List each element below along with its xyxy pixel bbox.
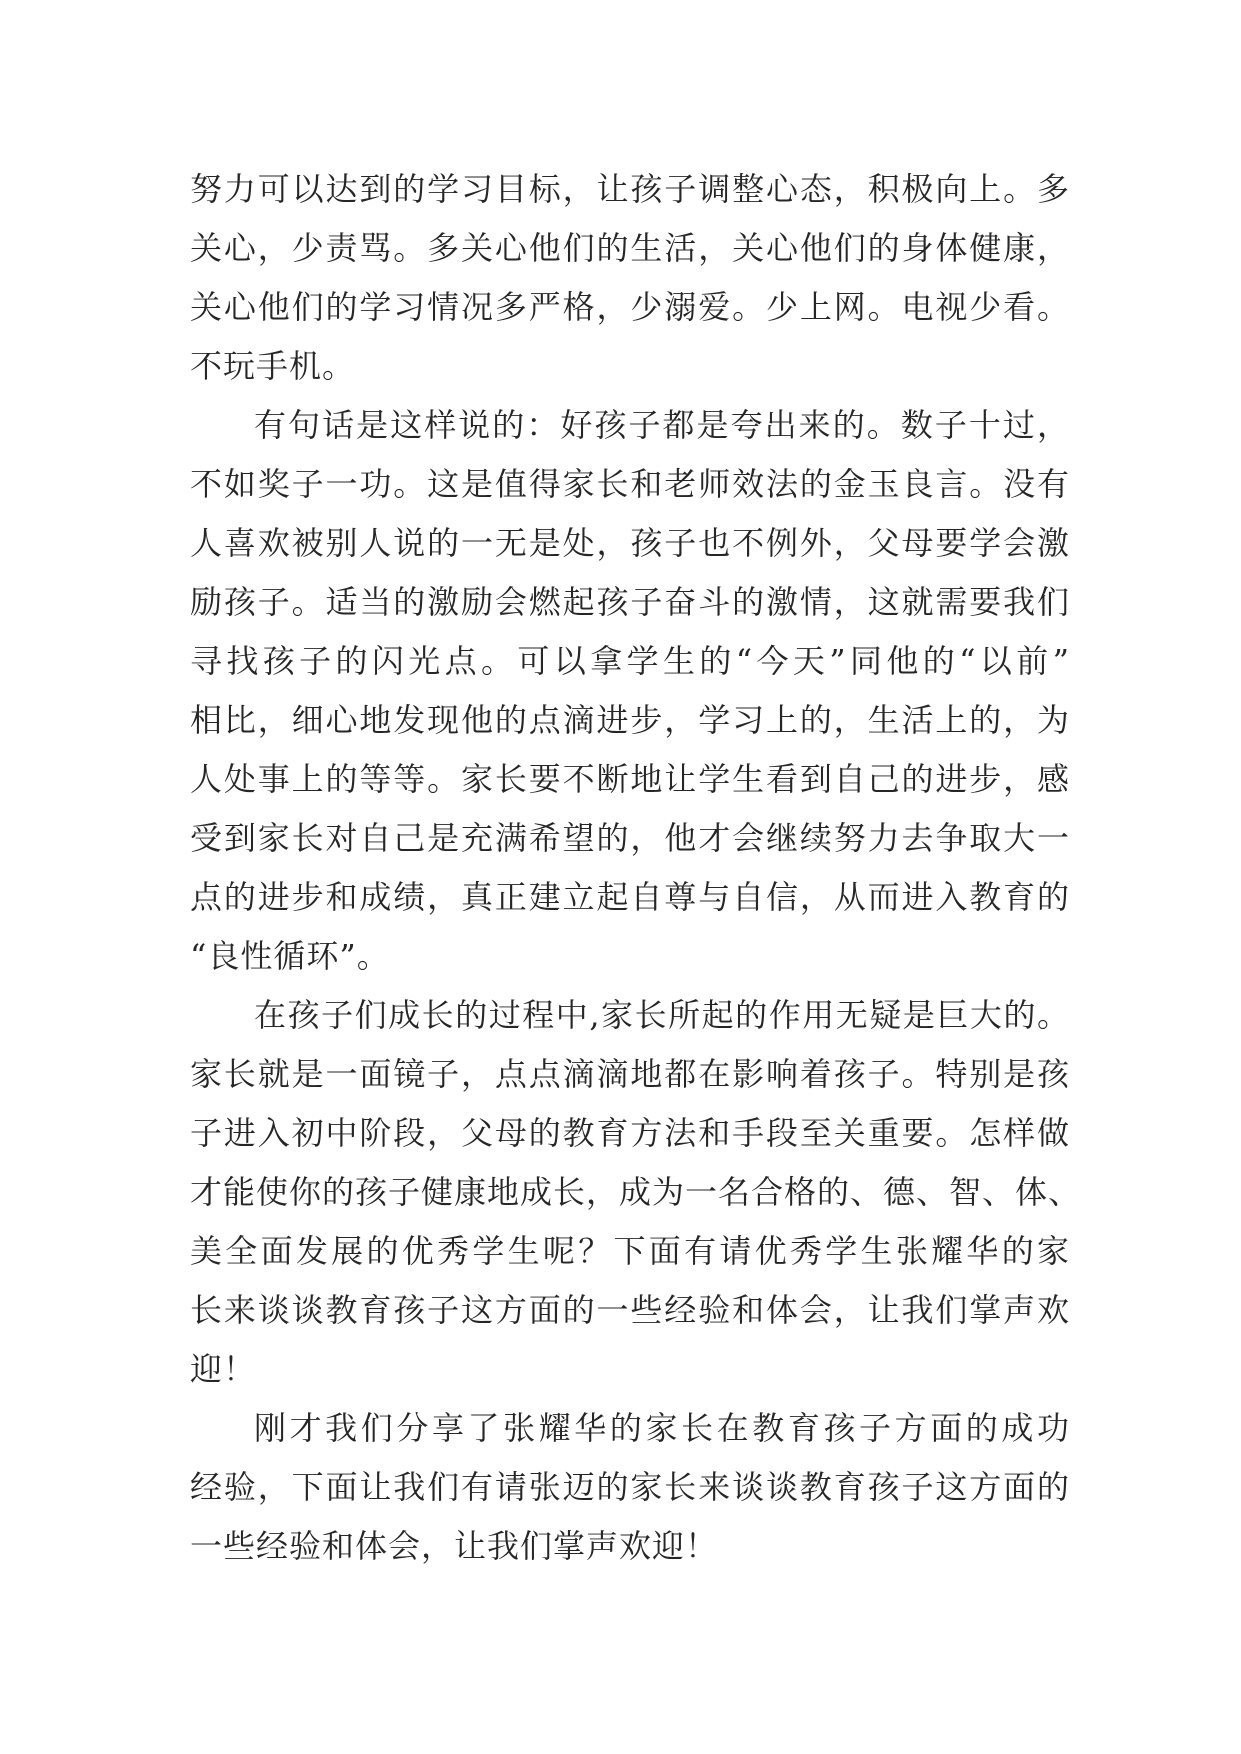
text-line: 迎！: [190, 1350, 257, 1388]
text-line: “良性循环”。: [190, 937, 390, 975]
text-line: 关心，少责骂。多关心他们的生活，关心他们的身体健康，: [190, 229, 1070, 267]
text-line: 点的进步和成绩，真正建立起自尊与自信，从而进入教育的: [190, 878, 1070, 916]
text-line: 励孩子。适当的激励会燃起孩子奋斗的激情，这就需要我们: [190, 583, 1070, 621]
text-line: 不玩手机。: [190, 347, 356, 385]
text-line: 受到家长对自己是充满希望的，他才会继续努力去争取大一: [190, 819, 1070, 857]
text-line: 不如奖子一功。这是值得家长和老师效法的金玉良言。没有: [190, 465, 1070, 503]
text-line: 人处事上的等等。家长要不断地让学生看到自己的进步，感: [190, 760, 1070, 798]
text-line: 一些经验和体会，让我们掌声欢迎！: [190, 1527, 719, 1565]
paragraph-first-line: 刚才我们分享了张耀华的家长在教育孩子方面的成功: [254, 1409, 1070, 1447]
text-line: 寻找孩子的闪光点。可以拿学生的“今天”同他的“以前”: [190, 642, 1070, 680]
paragraph-first-line: 在孩子们成长的过程中,家长所起的作用无疑是巨大的。: [254, 996, 1070, 1034]
paragraph-first-line: 有句话是这样说的：好孩子都是夸出来的。数子十过，: [254, 406, 1070, 444]
text-line: 努力可以达到的学习目标，让孩子调整心态，积极向上。多: [190, 170, 1070, 208]
body-text: [190, 160, 1082, 1576]
text-line: 长来谈谈教育孩子这方面的一些经验和体会，让我们掌声欢: [190, 1291, 1070, 1329]
text-line: 子进入初中阶段，父母的教育方法和手段至关重要。怎样做: [190, 1114, 1070, 1152]
text-line: 关心他们的学习情况多严格，少溺爱。少上网。电视少看。: [190, 288, 1070, 326]
text-line: 相比，细心地发现他的点滴进步，学习上的，生活上的，为: [190, 701, 1070, 739]
text-line: 美全面发展的优秀学生呢？下面有请优秀学生张耀华的家: [190, 1232, 1070, 1270]
text-line: 才能使你的孩子健康地成长，成为一名合格的、德、智、体、: [190, 1173, 1082, 1211]
text-line: 人喜欢被别人说的一无是处，孩子也不例外，父母要学会激: [190, 524, 1070, 562]
text-line: 经验，下面让我们有请张迈的家长来谈谈教育孩子这方面的: [190, 1468, 1070, 1506]
text-line: 家长就是一面镜子，点点滴滴地都在影响着孩子。特别是孩: [190, 1055, 1070, 1093]
